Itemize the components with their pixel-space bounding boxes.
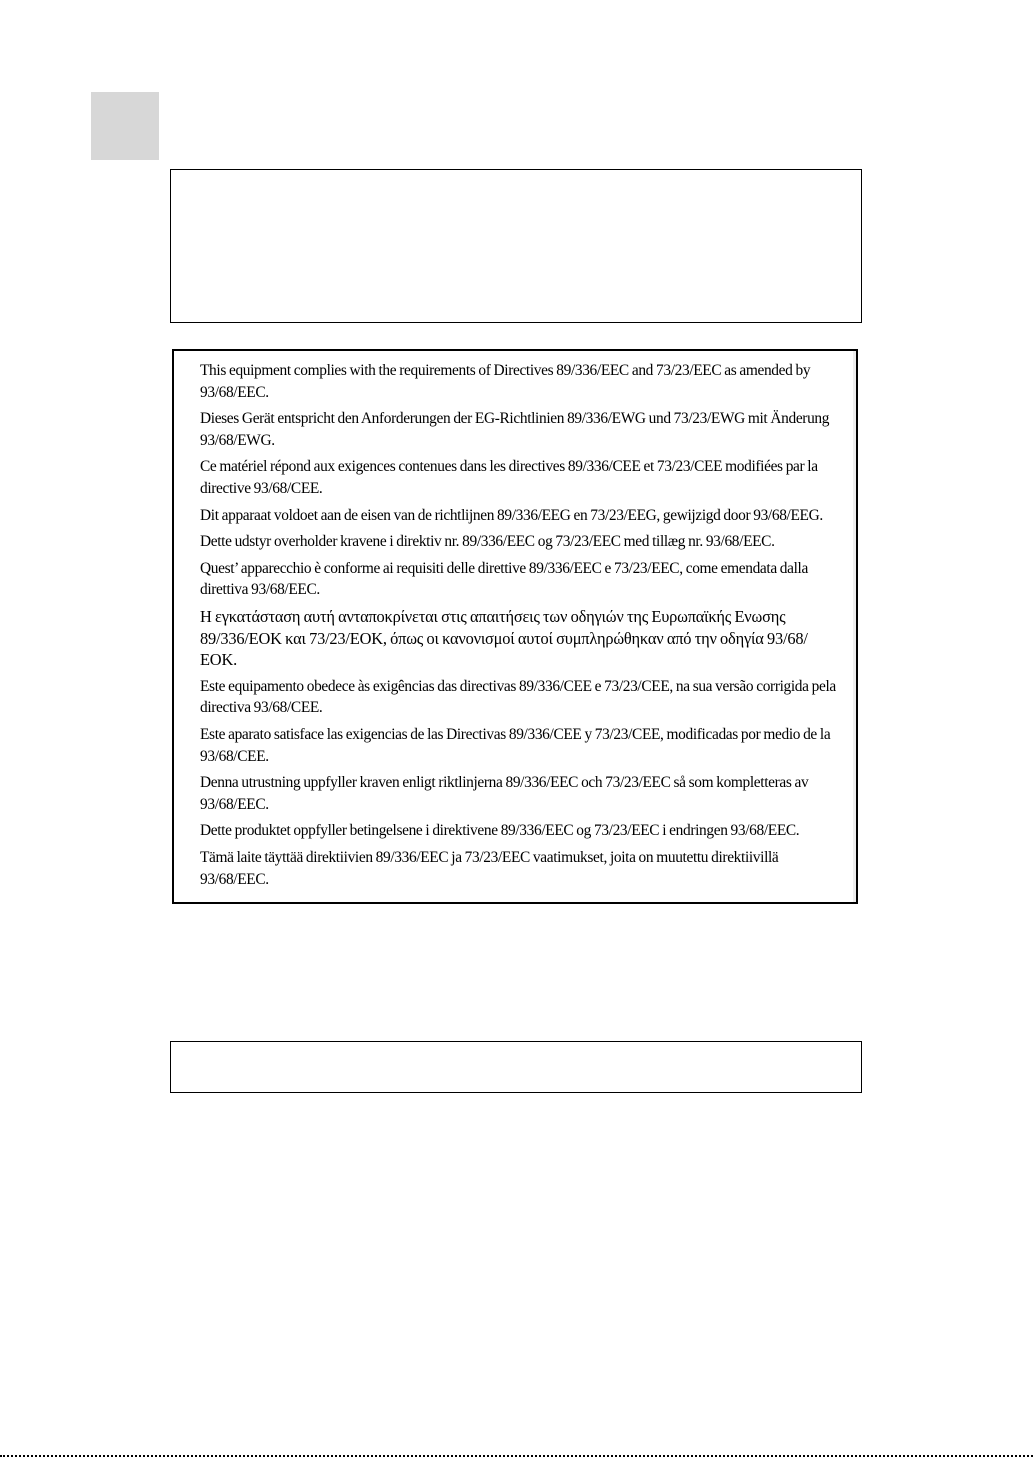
empty-notice-box-bottom (170, 1041, 862, 1093)
box-inner-shade (853, 351, 856, 902)
declaration-swedish: Denna utrustning uppfyller kraven enligt riktlinjerna 89/336/EEC och 73/23/EEC så som kompletteras av 93/68/EEC. (200, 774, 809, 813)
declaration-italian: Quest’ apparecchio è conforme ai requisiti delle direttive 89/336/EEC e 73/23/EEC, come emendata dalla direttiva 93/68/EEC. (200, 559, 808, 599)
declaration-english: This equipment complies with the requirements of Directives 89/336/EEC and 73/23/EEC as amended by 93/68/EEC. (200, 362, 811, 401)
declaration-dutch: Dit apparaat voldoet aan de eisen van de richtlijnen 89/336/EEG en 73/23/EEG, gewijzigd door 93/68/EEG. (200, 506, 823, 524)
ce-compliance-box (172, 349, 858, 904)
declaration-german: Dieses Gerät entspricht den Anforderungen der EG-Richtlinien 89/336/EWG und 73/23/EWG mit Änderung 93/68/EWG. (200, 410, 830, 449)
declaration-spanish: Este aparato satisface las exigencias de las Directivas 89/336/CEE y 73/23/CEE, modificadas por medio de la 93/68/CEE. (200, 726, 831, 765)
declaration-danish: Dette udstyr overholder kravene i direktiv nr. 89/336/EEC og 73/23/EEC med tillæg nr. 93/68/EEC. (200, 533, 775, 551)
declaration-norwegian: Dette produktet oppfyller betingelsene i direktivene 89/336/EEC og 73/23/EEC i endringen 93/68/EEC. (200, 822, 800, 840)
declaration-finnish: Tämä laite täyttää direktiivien 89/336/EEC ja 73/23/EEC vaatimukset, joita on muutettu direktiivillä 93/68/EEC. (200, 849, 779, 888)
declaration-french: Ce matériel répond aux exigences contenues dans les directives 89/336/CEE et 73/23/CEE modifiées par la directive 93/68/CEE. (200, 458, 818, 497)
declaration-greek: Η εγκατάσταση αυτή ανταποκρίνεται στις απαιτήσεις των οδηγιών της Ευρωπαϊκής Ενωσης 89/336/ΕΟΚ και 73/23/ΕΟΚ, όπως οι κανονισμοί αυτοί συμπληρώθηκαν από την οδηγία 93/68/ΕΟΚ. (200, 607, 808, 670)
empty-notice-box-top (170, 169, 862, 323)
corner-tab-marker (91, 92, 159, 160)
page-bottom-dotted-rule (0, 1455, 1033, 1457)
declaration-portuguese: Este equipamento obedece às exigências das directivas 89/336/CEE e 73/23/CEE, na sua versão corrigida pela directiva 93/68/CEE. (200, 677, 836, 717)
